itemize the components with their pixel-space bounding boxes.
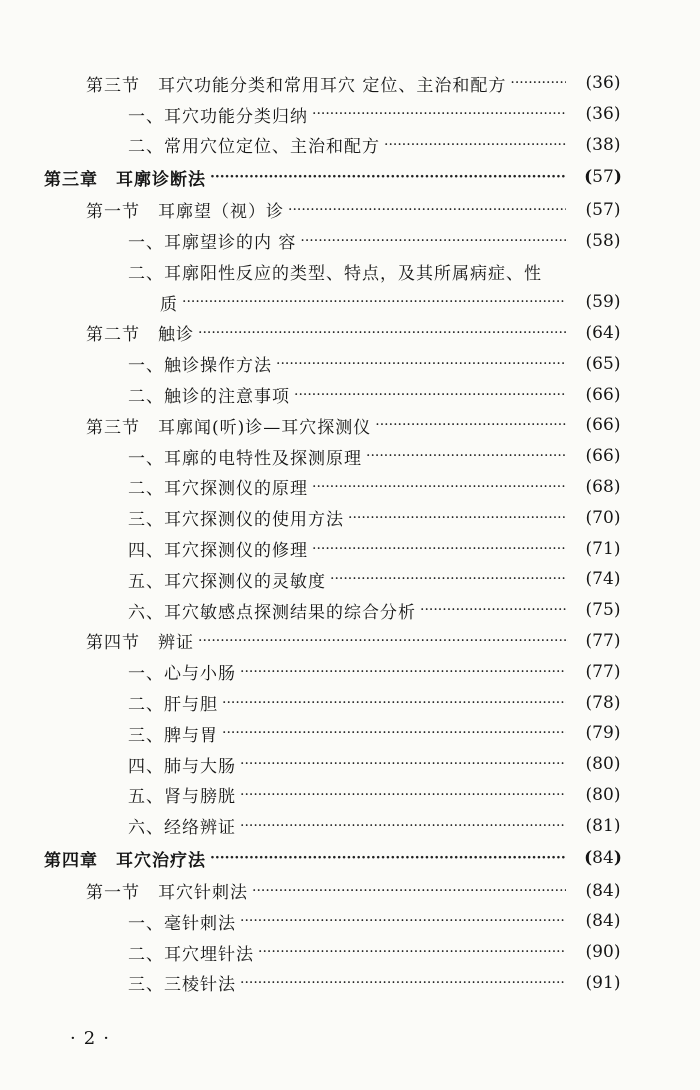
page-number: 2 — [83, 1028, 104, 1049]
toc-page-number: (36) — [585, 104, 621, 125]
toc-section-row[interactable] — [0, 875, 700, 906]
page-footer — [70, 1028, 117, 1049]
toc-entry-title: 第四章 耳穴治疗法 — [44, 850, 206, 871]
toc-entry-title: 第一节 耳穴针刺法 — [86, 883, 248, 904]
toc-item-row[interactable] — [0, 256, 700, 287]
toc-page-number: (74) — [585, 569, 621, 590]
toc-entry-title: 一、触诊操作方法 — [128, 356, 272, 377]
toc-entry-title: 六、耳穴敏感点探测结果的综合分析 — [128, 602, 416, 623]
toc-page-number: (81) — [585, 815, 621, 836]
footer-dot-left: · — [70, 1028, 84, 1049]
toc-item-row[interactable] — [0, 564, 700, 595]
toc-section-row[interactable] — [0, 68, 700, 99]
dot-leader — [348, 510, 566, 526]
toc-item-row[interactable] — [0, 749, 700, 780]
toc-entry-title: 一、耳穴功能分类归纳 — [128, 106, 308, 127]
toc-entry-title: 一、毫针刺法 — [128, 913, 236, 934]
toc-entry-title: 第二节 触诊 — [86, 325, 194, 346]
toc-page-number: (36) — [585, 73, 621, 94]
dot-leader — [294, 387, 566, 403]
dot-leader — [312, 106, 566, 122]
toc-item-row[interactable] — [0, 937, 700, 968]
toc-entry-title: 三、三棱针法 — [128, 975, 236, 996]
toc-entry-title: 第四节 辨证 — [86, 633, 194, 654]
toc-item-row[interactable] — [0, 687, 700, 718]
dot-leader — [222, 725, 566, 741]
toc-page-number: (57) — [585, 199, 621, 220]
toc-page-number: (79) — [585, 723, 621, 744]
toc-page-number: (66) — [585, 446, 621, 467]
dot-leader — [366, 448, 566, 464]
toc-entry-title: 第三节 耳穴功能分类和常用耳穴 定位、主治和配方 — [86, 75, 507, 96]
dot-leader — [312, 479, 566, 495]
dot-leader — [222, 695, 566, 711]
dot-leader — [384, 137, 566, 153]
toc-page-number: (90) — [585, 942, 621, 963]
dot-leader — [210, 850, 566, 866]
toc-page-number: (66) — [585, 384, 621, 405]
toc-entry-title: 六、经络辨证 — [128, 818, 236, 839]
table-of-contents — [0, 68, 700, 998]
toc-section-row[interactable] — [0, 410, 700, 441]
toc-chapter-row[interactable] — [0, 841, 700, 875]
toc-page-number: (84) — [585, 880, 621, 901]
toc-item-row[interactable] — [0, 472, 700, 503]
toc-page-number: (58) — [585, 230, 621, 251]
dot-leader — [276, 356, 566, 372]
toc-page-number: (59) — [585, 292, 621, 313]
toc-item-row[interactable] — [0, 130, 700, 161]
toc-page-number: (78) — [585, 692, 621, 713]
toc-page-number: (57) — [584, 167, 622, 188]
toc-item-row[interactable] — [0, 348, 700, 379]
toc-entry-title: 一、耳廓望诊的内 容 — [128, 233, 297, 254]
dot-leader — [510, 75, 566, 91]
toc-item-row[interactable] — [0, 379, 700, 410]
dot-leader — [240, 818, 566, 834]
toc-page-number: (38) — [585, 134, 621, 155]
dot-leader — [258, 944, 566, 960]
toc-page-number: (64) — [585, 322, 621, 343]
toc-item-row[interactable] — [0, 595, 700, 626]
toc-section-row[interactable] — [0, 194, 700, 225]
toc-page-number: (75) — [585, 600, 621, 621]
dot-leader — [198, 325, 566, 341]
toc-page-number: (84) — [584, 848, 622, 869]
toc-item-row[interactable] — [0, 99, 700, 130]
toc-entry-title: 三、耳穴探测仪的使用方法 — [128, 510, 344, 531]
toc-item-row[interactable] — [0, 810, 700, 841]
dot-leader — [330, 571, 566, 587]
toc-entry-title: 二、肝与胆 — [128, 695, 218, 716]
toc-entry-title: 一、心与小肠 — [128, 664, 236, 685]
footer-dot-right: · — [103, 1028, 117, 1049]
dot-leader — [240, 756, 566, 772]
toc-item-row[interactable] — [0, 502, 700, 533]
toc-chapter-row[interactable] — [0, 160, 700, 194]
toc-entry-title: 质 — [160, 294, 178, 315]
toc-item-row[interactable] — [0, 968, 700, 999]
toc-item-row[interactable] — [0, 533, 700, 564]
toc-page-number: (70) — [585, 507, 621, 528]
toc-page-number: (91) — [585, 972, 621, 993]
toc-entry-title: 二、耳穴埋针法 — [128, 944, 254, 965]
toc-section-row[interactable] — [0, 318, 700, 349]
toc-item-row[interactable] — [0, 287, 700, 318]
dot-leader — [240, 664, 566, 680]
dot-leader — [240, 787, 566, 803]
toc-item-row[interactable] — [0, 441, 700, 472]
toc-entry-title: 第一节 耳廓望（视）诊 — [86, 202, 284, 223]
toc-item-row[interactable] — [0, 225, 700, 256]
dot-leader — [375, 417, 566, 433]
toc-entry-title: 第三节 耳廓闻(听)诊—耳穴探测仪 — [86, 417, 372, 438]
toc-entry-title: 五、肾与膀胱 — [128, 787, 236, 808]
toc-entry-title: 二、耳穴探测仪的原理 — [128, 479, 308, 500]
toc-section-row[interactable] — [0, 626, 700, 657]
toc-entry-title: 四、肺与大肠 — [128, 756, 236, 777]
toc-item-row[interactable] — [0, 906, 700, 937]
toc-entry-title: 四、耳穴探测仪的修理 — [128, 541, 308, 562]
toc-entry-title: 二、常用穴位定位、主治和配方 — [128, 137, 380, 158]
toc-entry-title: 第三章 耳廓诊断法 — [44, 169, 206, 190]
toc-entry-title: 二、耳廓阳性反应的类型、特点，及其所属病症、性 — [128, 263, 542, 284]
dot-leader — [300, 233, 566, 249]
toc-page-number: (80) — [585, 784, 621, 805]
dot-leader — [420, 602, 566, 618]
dot-leader — [210, 169, 566, 185]
toc-page-number: (80) — [585, 754, 621, 775]
toc-entry-title: 三、脾与胃 — [128, 725, 218, 746]
toc-item-row[interactable] — [0, 718, 700, 749]
dot-leader — [252, 883, 566, 899]
dot-leader — [312, 541, 566, 557]
dot-leader — [288, 202, 566, 218]
toc-item-row[interactable] — [0, 780, 700, 811]
toc-item-row[interactable] — [0, 656, 700, 687]
toc-page-number: (71) — [585, 538, 621, 559]
dot-leader — [240, 975, 566, 991]
toc-page-number: (84) — [585, 911, 621, 932]
dot-leader — [182, 294, 566, 310]
dot-leader — [240, 913, 566, 929]
toc-entry-title: 一、耳廓的电特性及探测原理 — [128, 448, 362, 469]
toc-page-number: (77) — [585, 661, 621, 682]
toc-page-number: (65) — [585, 353, 621, 374]
toc-entry-title: 五、耳穴探测仪的灵敏度 — [128, 571, 326, 592]
toc-page-number: (66) — [585, 415, 621, 436]
toc-page-number: (77) — [585, 630, 621, 651]
toc-page-number: (68) — [585, 476, 621, 497]
dot-leader — [198, 633, 566, 649]
toc-entry-title: 二、触诊的注意事项 — [128, 387, 290, 408]
